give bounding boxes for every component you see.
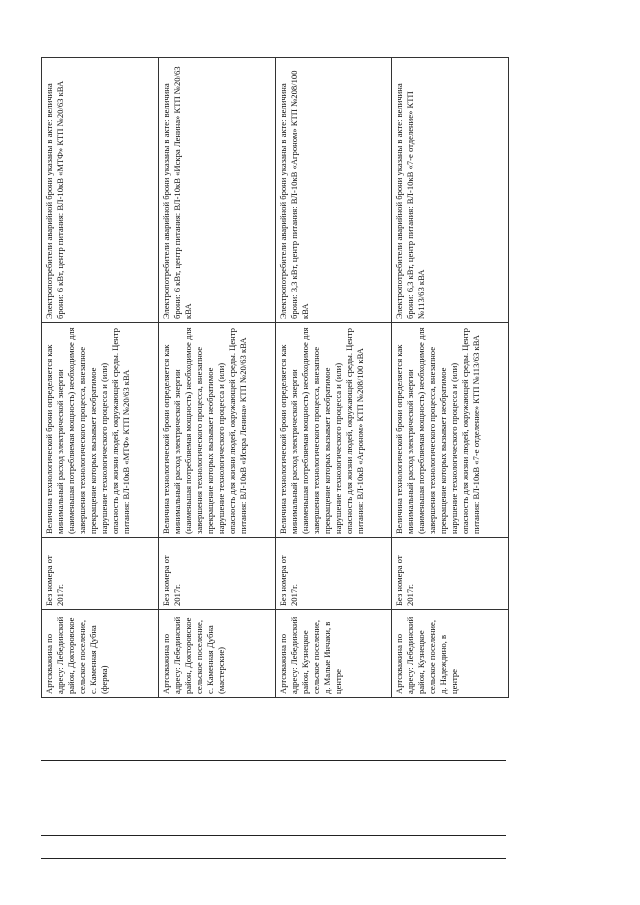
cell-document: Без номера от 2017г.: [42, 538, 159, 610]
table-row: [42, 58, 159, 698]
cell-document: Без номера от 2017г.: [158, 538, 275, 610]
cell-technological-reserve: Величина технологической брони определяется как минимальный расход электрической энергии (наименьшая потребляемая мощность) необходимое для завершения технологического процесса, внезапное прекращение которых вызывает необратимое нарушение технологического процесса и (или) опасность для жизни людей, окружающей среды. Центр питания: ВЛ-10кВ «Агроном» КТП №208/100 кВА: [275, 323, 392, 538]
cell-document: Без номера от 2017г.: [392, 538, 509, 610]
cell-address: Артскважина по адресу: Лебединский район, Кузнецкое сельское поселение, д. Малые Инчаки, в центре: [275, 610, 392, 698]
cell-emergency-reserve: Электропотребители аварийной брони указаны в акте: величина брони: 6 кВт, центр питания: ВЛ-10кВ «МТФ» КТП №20/63 кВА: [42, 58, 159, 323]
cell-emergency-reserve: Электропотребители аварийной брони указаны в акте: величина брони: 3,3 кВт, центр питания: ВЛ-10кВ «Агроном» КТП №208/100 кВА: [275, 58, 392, 323]
cell-technological-reserve: Величина технологической брони определяется как минимальный расход электрической энергии (наименьшая потребляемая мощность) необходимое для завершения технологического процесса, внезапное прекращение которых вызывает необратимое нарушение технологического процесса и (или) опасность для жизни людей, окружающей среды. Центр питания: ВЛ-10кВ «Искра Ленина» КТП №20/63 кВА: [158, 323, 275, 538]
cell-document: Без номера от 2017г.: [275, 538, 392, 610]
divider-line: [41, 858, 506, 859]
rotated-table-container: [41, 58, 509, 698]
divider-line: [41, 835, 506, 836]
cell-address: Артскважина по адресу: Лебединский район, Докторовское сельское поселение, с. Каменная Дубна (ферма): [42, 610, 159, 698]
table-row: [392, 58, 509, 698]
divider-line: [41, 760, 506, 761]
cell-technological-reserve: Величина технологической брони определяется как минимальный расход электрической энергии (наименьшая потребляемая мощность) необходимое для завершения технологического процесса, внезапное прекращение которых вызывает необратимое нарушение технологического процесса и (или) опасность для жизни людей, окружающей среды. Центр питания: ВЛ-10кВ «МТФ» КТП №20/63 кВА: [42, 323, 159, 538]
reservation-table: [41, 57, 509, 698]
cell-address: Артскважина по адресу: Лебединский район, Кузнецкое сельское поселение, д. Надеждино, в центре: [392, 610, 509, 698]
table-row: [158, 58, 275, 698]
cell-emergency-reserve: Электропотребители аварийной брони указаны в акте: величина брони: 6 кВт, центр питания: ВЛ-10кВ «Искра Ленина» КТП №20/63 кВА: [158, 58, 275, 323]
cell-address: Артскважина по адресу: Лебединский район, Докторовское сельское поселение, с. Каменная Дубна (мастерские): [158, 610, 275, 698]
table-row: [275, 58, 392, 698]
cell-technological-reserve: Величина технологической брони определяется как минимальный расход электрической энергии (наименьшая потребляемая мощность) необходимое для завершения технологического процесса, внезапное прекращение которых вызывает необратимое нарушение технологического процесса и (или) опасность для жизни людей, окружающей среды. Центр питания: ВЛ-10кВ «7-е отделение» КТП №113/63 кВА: [392, 323, 509, 538]
cell-emergency-reserve: Электропотребители аварийной брони указаны в акте: величина брони: 6,3 кВт, центр питания: ВЛ-10кВ «7-е отделение» КТП №113/63 кВА: [392, 58, 509, 323]
